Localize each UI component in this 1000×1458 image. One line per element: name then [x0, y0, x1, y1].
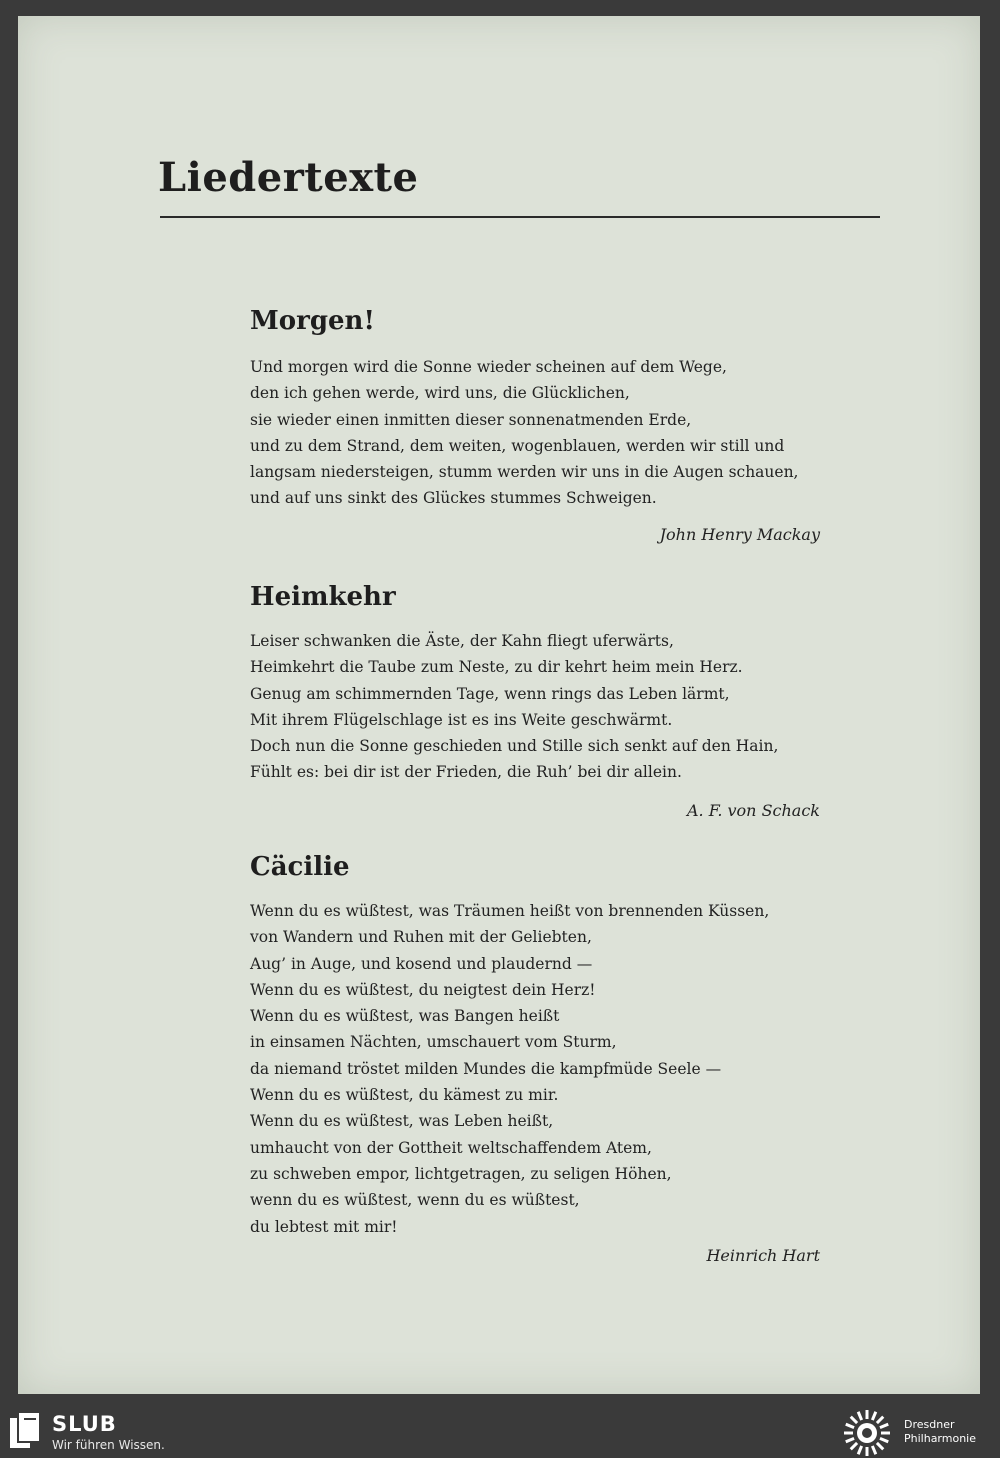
poem-lines — [250, 898, 820, 1240]
viewer-footer — [0, 1404, 1000, 1457]
poem-line: den ich gehen werde, wird uns, die Glücklichen, — [250, 384, 630, 403]
poem-line: Genug am schimmernden Tage, wenn rings das Leben lärmt, — [250, 684, 730, 703]
poem-line: Wenn du es wüßtest, was Träumen heißt von brennenden Küssen, — [250, 902, 770, 920]
library-tagline: Wir führen Wissen. — [52, 1438, 165, 1452]
poem-line: umhaucht von der Gottheit weltschaffendem Atem, — [250, 1138, 652, 1157]
poem-line: Wenn du es wüßtest, was Bangen heißt — [250, 1007, 560, 1026]
document-page — [18, 16, 980, 1394]
poem-line: langsam niedersteigen, stumm werden wir uns in die Augen schauen, — [250, 463, 799, 482]
poem-line: Aug’ in Auge, und kosend und plaudernd — — [250, 954, 593, 973]
poem-line: in einsamen Nächten, umschauert vom Sturm, — [250, 1033, 617, 1052]
poem-line: Wenn du es wüßtest, du neigtest dein Herz! — [250, 980, 596, 999]
poem-lines — [250, 628, 820, 786]
poem-line: Und morgen wird die Sonne wieder scheinen auf dem Wege, — [250, 358, 727, 376]
poem-line: und zu dem Strand, dem weiten, wogenblauen, werden wir still und — [250, 436, 785, 455]
poem-author: Heinrich Hart — [706, 1245, 820, 1265]
poem-line: Mit ihrem Flügelschlage ist es ins Weite geschwärmt. — [250, 710, 673, 729]
title-divider — [160, 216, 880, 218]
partner-name-line2: Philharmonie — [904, 1432, 976, 1445]
poem-line: sie wieder einen inmitten dieser sonnenatmenden Erde, — [250, 410, 692, 429]
poem-line: da niemand tröstet milden Mundes die kampfmüde Seele — — [250, 1059, 722, 1078]
poem-author: A. F. von Schack — [687, 800, 820, 820]
page-title: Liedertexte — [158, 154, 419, 201]
partner-name[interactable] — [904, 1418, 996, 1446]
poem-line: Wenn du es wüßtest, du kämest zu mir. — [250, 1086, 559, 1105]
poem-line: Wenn du es wüßtest, was Leben heißt, — [250, 1112, 554, 1131]
poem-heimkehr — [250, 582, 820, 820]
slub-logo-icon[interactable] — [10, 1410, 42, 1450]
poem-line: Heimkehrt die Taube zum Neste, zu dir kehrt heim mein Herz. — [250, 658, 743, 677]
poem-line: Leiser schwanken die Äste, der Kahn fliegt uferwärts, — [250, 632, 674, 650]
poem-author: John Henry Mackay — [659, 524, 820, 544]
library-name[interactable]: SLUB — [52, 1412, 117, 1436]
poem-line: und auf uns sinkt des Glückes stummes Schweigen. — [250, 489, 657, 508]
poem-caecilie — [250, 852, 820, 1265]
poem-title: Morgen! — [250, 306, 375, 336]
philharmonie-logo-icon[interactable] — [842, 1408, 892, 1458]
poem-line: Doch nun die Sonne geschieden und Stille sich senkt auf den Hain, — [250, 737, 779, 756]
poem-line: wenn du es wüßtest, wenn du es wüßtest, — [250, 1191, 580, 1210]
partner-name-line1: Dresdner — [904, 1418, 955, 1431]
poem-morgen — [250, 306, 820, 544]
poem-line: von Wandern und Ruhen mit der Geliebten, — [250, 928, 592, 947]
poem-line: Fühlt es: bei dir ist der Frieden, die Ruh’ bei dir allein. — [250, 763, 682, 782]
poem-title: Heimkehr — [250, 582, 396, 612]
poem-title: Cäcilie — [250, 852, 350, 882]
poem-line: zu schweben empor, lichtgetragen, zu seligen Höhen, — [250, 1164, 672, 1183]
poem-lines — [250, 354, 820, 512]
poem-line: du lebtest mit mir! — [250, 1217, 398, 1236]
